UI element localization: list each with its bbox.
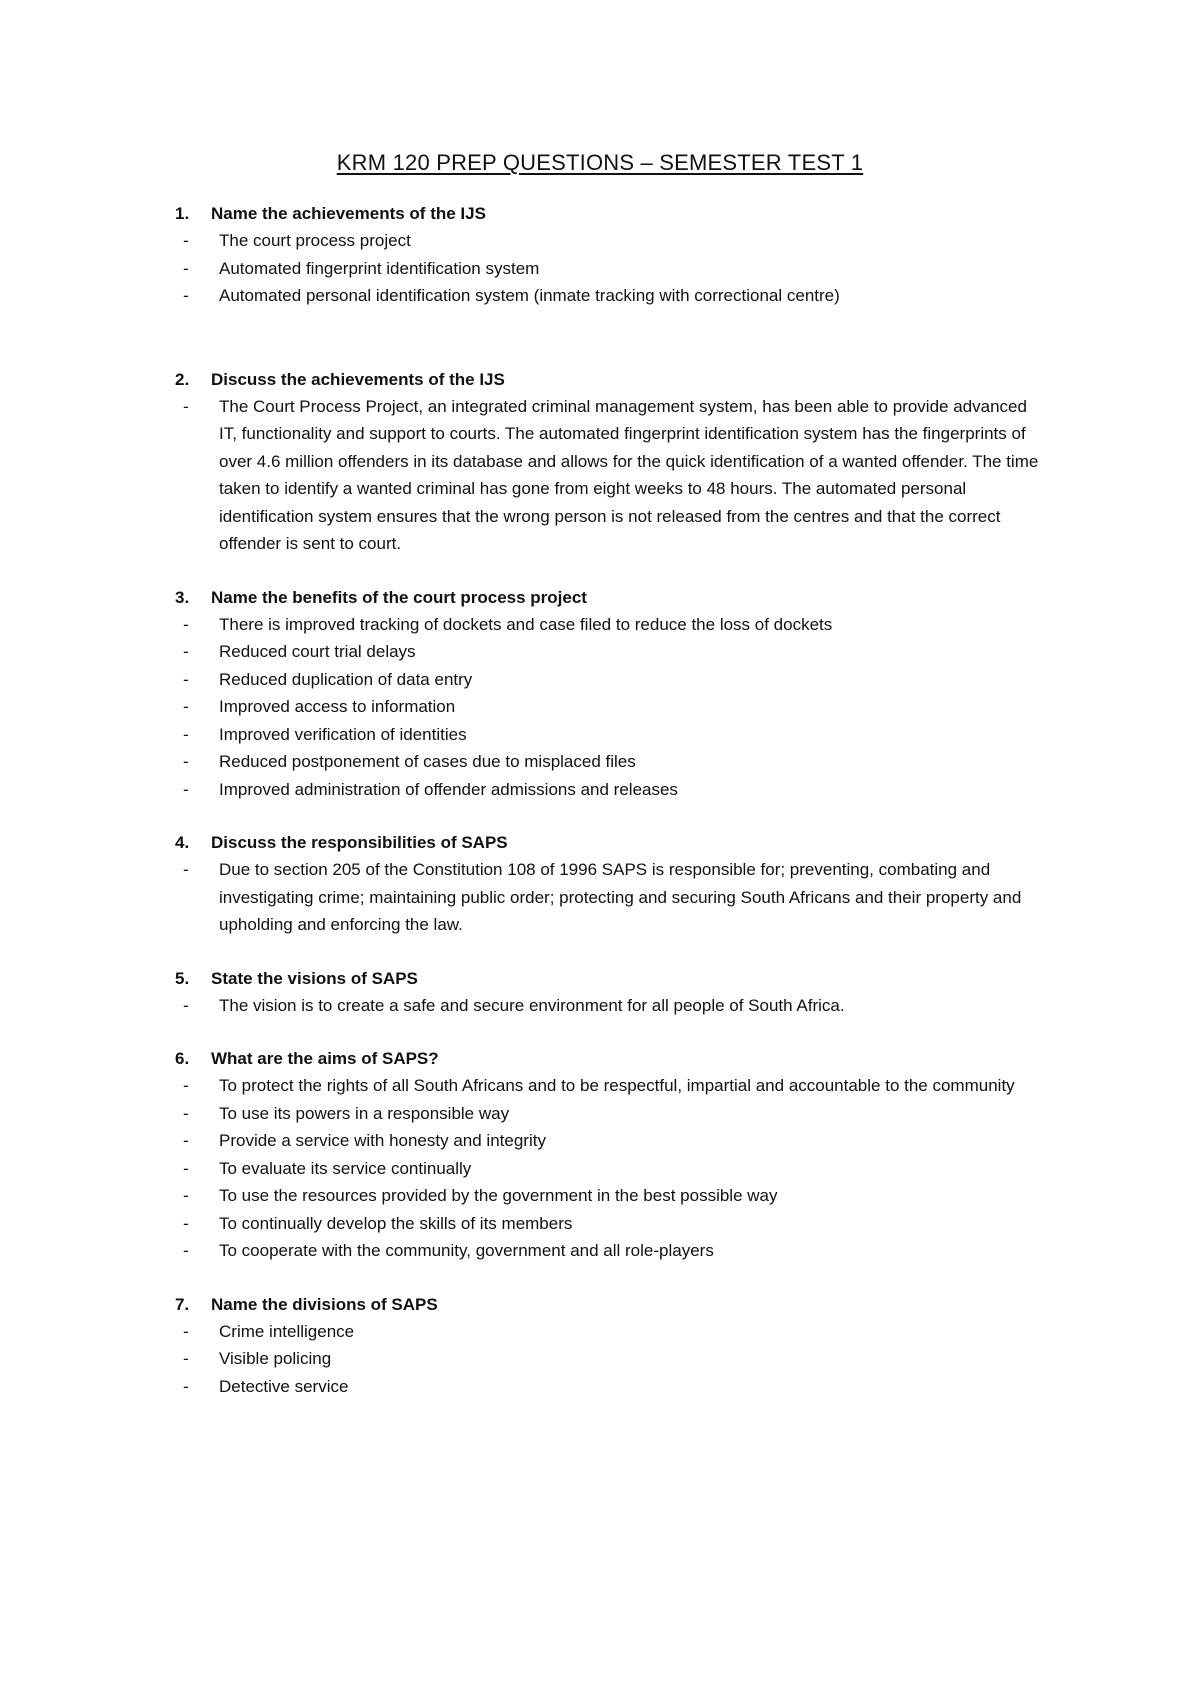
answer-item: - To protect the rights of all South Africans and to be respectful, impartial and accountable to the community [183, 1076, 1015, 1095]
question-text: Name the benefits of the court process project [211, 587, 587, 607]
question-text: Discuss the achievements of the IJS [211, 369, 505, 389]
question-1 [175, 200, 1075, 310]
question-heading [175, 366, 1075, 393]
question-number: 6. [175, 1049, 190, 1068]
question-heading [175, 200, 1075, 227]
answer-item: - Visible policing [183, 1349, 332, 1368]
answer-item: - Reduced postponement of cases due to misplaced files [183, 752, 636, 771]
question-number: 3. [175, 587, 190, 607]
answer-item: - Crime intelligence [183, 1321, 355, 1341]
question-heading [175, 1045, 1075, 1072]
question-5 [175, 965, 1075, 1020]
answer-item: - To use its powers in a responsible way [183, 1103, 510, 1123]
answer-item: - Provide a service with honesty and integrity [183, 1131, 546, 1150]
question-text: What are the aims of SAPS? [211, 1049, 439, 1068]
question-4 [175, 829, 1075, 939]
question-text: Discuss the responsibilities of SAPS [211, 833, 508, 852]
answer-item: - Automated fingerprint identification system [183, 258, 540, 278]
answer-list [175, 992, 1075, 1020]
question-heading [175, 584, 1075, 611]
question-heading [175, 1291, 1075, 1318]
answer-item: - There is improved tracking of dockets and case filed to reduce the loss of dockets [183, 614, 833, 634]
answer-item: - To use the resources provided by the government in the best possible way [183, 1186, 778, 1205]
answer-item: - Reduced duplication of data entry [183, 669, 473, 689]
answer-list [175, 393, 1075, 558]
question-7 [175, 1291, 1075, 1401]
answer-list [175, 856, 1075, 939]
answer-item: - Automated personal identification system (inmate tracking with correctional centre) [183, 286, 840, 305]
answer-list [175, 227, 1075, 310]
question-2 [175, 366, 1075, 558]
answer-item: - Reduced court trial delays [183, 642, 416, 661]
answer-item: - To continually develop the skills of its members [183, 1213, 573, 1233]
question-number: 5. [175, 968, 190, 988]
question-3 [175, 584, 1075, 804]
question-6 [175, 1045, 1075, 1265]
answer-item: - Due to section 205 of the Constitution 108 of 1996 SAPS is responsible for; preventing, combating and investigating crime; maintaining public order; protecting and securing South Africans and their property and upholding and enforcing the law. [183, 860, 1022, 934]
question-number: 1. [175, 204, 190, 223]
question-number: 2. [175, 369, 190, 389]
question-number: 7. [175, 1294, 190, 1314]
answer-item: - To evaluate its service continually [183, 1158, 472, 1178]
question-text: Name the achievements of the IJS [211, 204, 486, 223]
question-text: Name the divisions of SAPS [211, 1294, 438, 1314]
questions-list [175, 200, 1075, 1426]
answer-item: - Improved verification of identities [183, 724, 467, 744]
question-number: 4. [175, 833, 190, 852]
document-title: KRM 120 PREP QUESTIONS – SEMESTER TEST 1 [336, 150, 864, 175]
answer-item: - The vision is to create a safe and secure environment for all people of South Africa. [183, 995, 845, 1015]
question-heading [175, 829, 1075, 856]
answer-item: - The Court Process Project, an integrated criminal management system, has been able to provide advanced IT, functionality and support to courts. The automated fingerprint identification system has the fingerprints of over 4.6 million offenders in its database and allows for the quick identification of a wanted offender. The time taken to identify a wanted criminal has gone from eight weeks to 48 hours. The automated personal identification system ensures that the wrong person is not released from the centres and that the correct offender is sent to court. [183, 396, 1039, 553]
answer-item: - To cooperate with the community, government and all role-players [183, 1241, 714, 1260]
answer-item: - Improved administration of offender admissions and releases [183, 779, 678, 799]
answer-item: - The court process project [183, 231, 411, 250]
answer-list [175, 611, 1075, 804]
question-text: State the visions of SAPS [211, 968, 418, 988]
question-heading [175, 965, 1075, 992]
answer-list [175, 1318, 1075, 1401]
answer-item: - Detective service [183, 1376, 349, 1396]
answer-list [175, 1072, 1075, 1265]
answer-item: - Improved access to information [183, 697, 456, 716]
